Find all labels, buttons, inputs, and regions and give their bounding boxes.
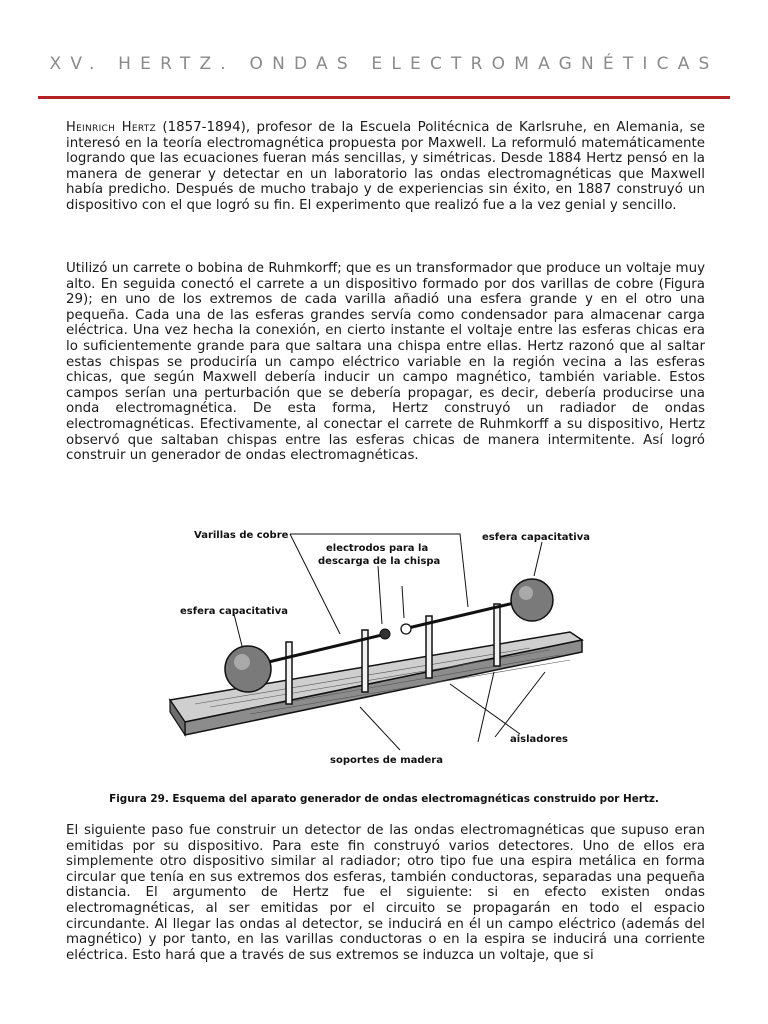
support-3 [426,616,432,678]
support-4 [494,604,500,666]
paragraph-2 [66,261,705,464]
label-wooden-supports: soportes de madera [330,755,443,766]
paragraph-1-text: (1857-1894), profesor de la Escuela Politécnica de Karlsruhe, en Alemania, se interesó en la teoría electromagnética propuesta por Maxwell. La reformuló matemáticamente logrando que las ecuaciones fueran más sencillas, y simétricas. Desde 1884 Hertz pensó en la manera de generar y detectar en un laboratorio las ondas electromagnéticas que Maxwell había predicho. Después de mucho trabajo y de experiencias sin éxito, en 1887 construyó un dispositivo con el que logró su fin. El experimento que realizó fue a la vez genial y sencillo. [66,120,705,213]
author-name: Heinrich Hertz [66,120,156,135]
page-header-title: XV. HERTZ. ONDAS ELECTROMAGNÉTICAS [49,54,719,74]
hertz-apparatus-illustration [150,522,630,772]
paragraph-2-text: Utilizó un carrete o bobina de Ruhmkorff; que es un transformador que produce un voltaje muy alto. En seguida conectó el carrete a un dispositivo formado por dos varillas de cobre (Figura 29); en uno de los extremos de cada varilla añadió una esfera grande y en el otro una pequeña. Cada una de las esferas grandes servía como condensador para almacenar carga eléctrica. Una vez hecha la conexión, en cierto instante el voltaje entre las esferas chicas era lo suficientemente grande para que saltara una chispa entre ellas. Hertz razonó que al saltar estas chispas se produciría un campo eléctrico variable en la región vecina a las esferas chicas, que según Maxwell debería inducir un campo magnético, también variable. Estos campos serían una perturbación que se debería propagar, es decir, debería producirse una onda electromagnética. De esta forma, Hertz construyó un radiador de ondas electromagnéticas. Efectivamente, al conectar el carrete de Ruhmkorff a su dispositivo, Hertz observó que saltaban chispas entre las esferas chicas de manera intermitente. Así logró construir un generador de ondas electromagnéticas. [66,261,705,464]
capacitive-sphere-right [511,579,553,621]
electrode-sphere-right [401,624,411,634]
paragraph-1 [66,120,705,214]
figure-caption: Figura 29. Esquema del aparato generador de ondas electromagnéticas construido por Hertz. [109,793,659,805]
header-divider [38,96,730,99]
support-1 [286,642,292,704]
label-capacitive-sphere-left: esfera capacitativa [180,606,288,617]
label-electrodes-line2: descarga de la chispa [318,556,441,567]
label-copper-rods: Varillas de cobre [194,530,289,541]
figure-29 [150,522,630,772]
electrode-sphere-left [380,629,390,639]
label-capacitive-sphere-right: esfera capacitativa [482,532,590,543]
label-electrodes-line1: electrodos para la [326,543,429,554]
label-insulators: aisladores [510,734,568,745]
paragraph-3 [66,823,705,963]
paragraph-3-text: El siguiente paso fue construir un detector de las ondas electromagnéticas que supuso eran emitidas por su dispositivo. Para este fin construyó varios detectores. Uno de ellos era simplemente otro dispositivo similar al radiador; otro tipo fue una espira metálica en forma circular que tenía en sus extremos dos esferas, también conductoras, separadas una pequeña distancia. El argumento de Hertz fue el siguiente: si en efecto existen ondas electromagnéticas, al ser emitidas por el circuito se propagarán en todo el espacio circundante. Al llegar las ondas al detector, se inducirá en él un campo eléctrico (además del magnético) y por tanto, en las varillas conductoras o en la espira se inducirá una corriente eléctrica. Esto hará que a través de sus extremos se induzca un voltaje, que si [66,823,705,963]
capacitive-sphere-left [225,646,271,692]
